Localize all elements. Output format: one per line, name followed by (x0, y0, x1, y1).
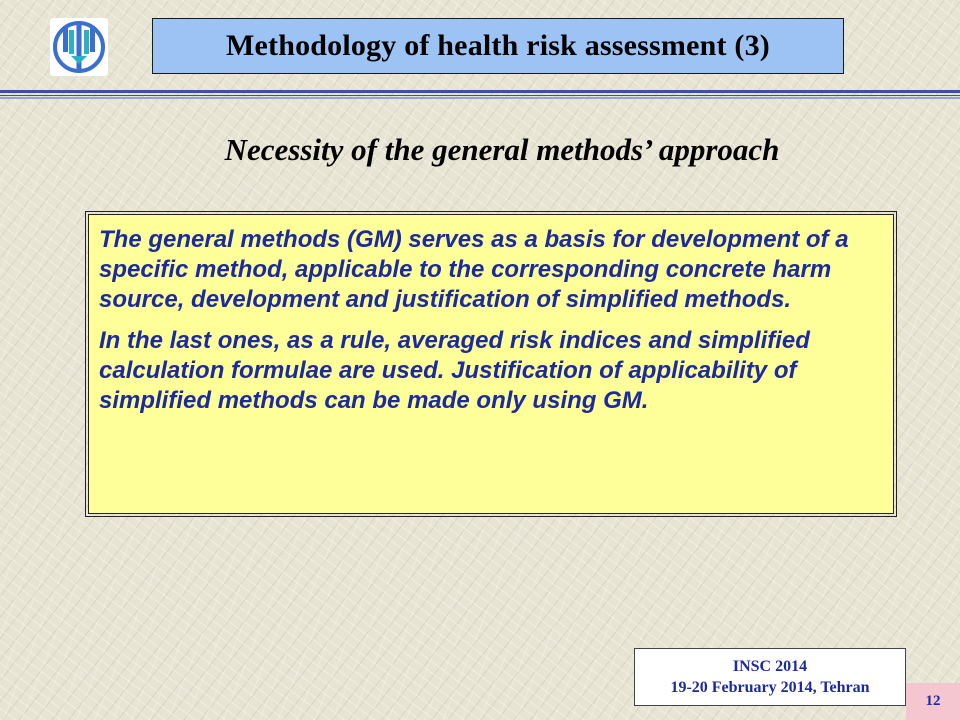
content-box (88, 214, 894, 514)
header-divider-line-light (0, 97, 960, 99)
slide-subtitle: Necessity of the general methods’ approach (224, 132, 780, 167)
slide-number: 12 (906, 683, 960, 720)
footer-conference: INSC 2014 (732, 658, 808, 675)
slide-title: Methodology of health risk assessment (3) (225, 29, 770, 62)
emblem-graphic (50, 18, 108, 76)
header-divider-line (0, 90, 960, 93)
footer-box (634, 648, 906, 706)
body-paragraph-1: The general methods (GM) serves as a basis for development of a specific method, applicable to the corresponding concrete harm source, development and justification of simplified methods. (99, 226, 849, 313)
footer-date-location: 19-20 February 2014, Tehran (670, 679, 870, 696)
body-paragraph-2: In the last ones, as a rule, averaged risk indices and simplified calculation formulae are used. Justification of applicability of simplified methods can be made only using GM. (99, 327, 810, 414)
organization-logo-icon (50, 18, 108, 76)
content-frame (85, 211, 897, 517)
slide-title-box (152, 18, 844, 74)
header-divider-line-thin (0, 95, 960, 96)
